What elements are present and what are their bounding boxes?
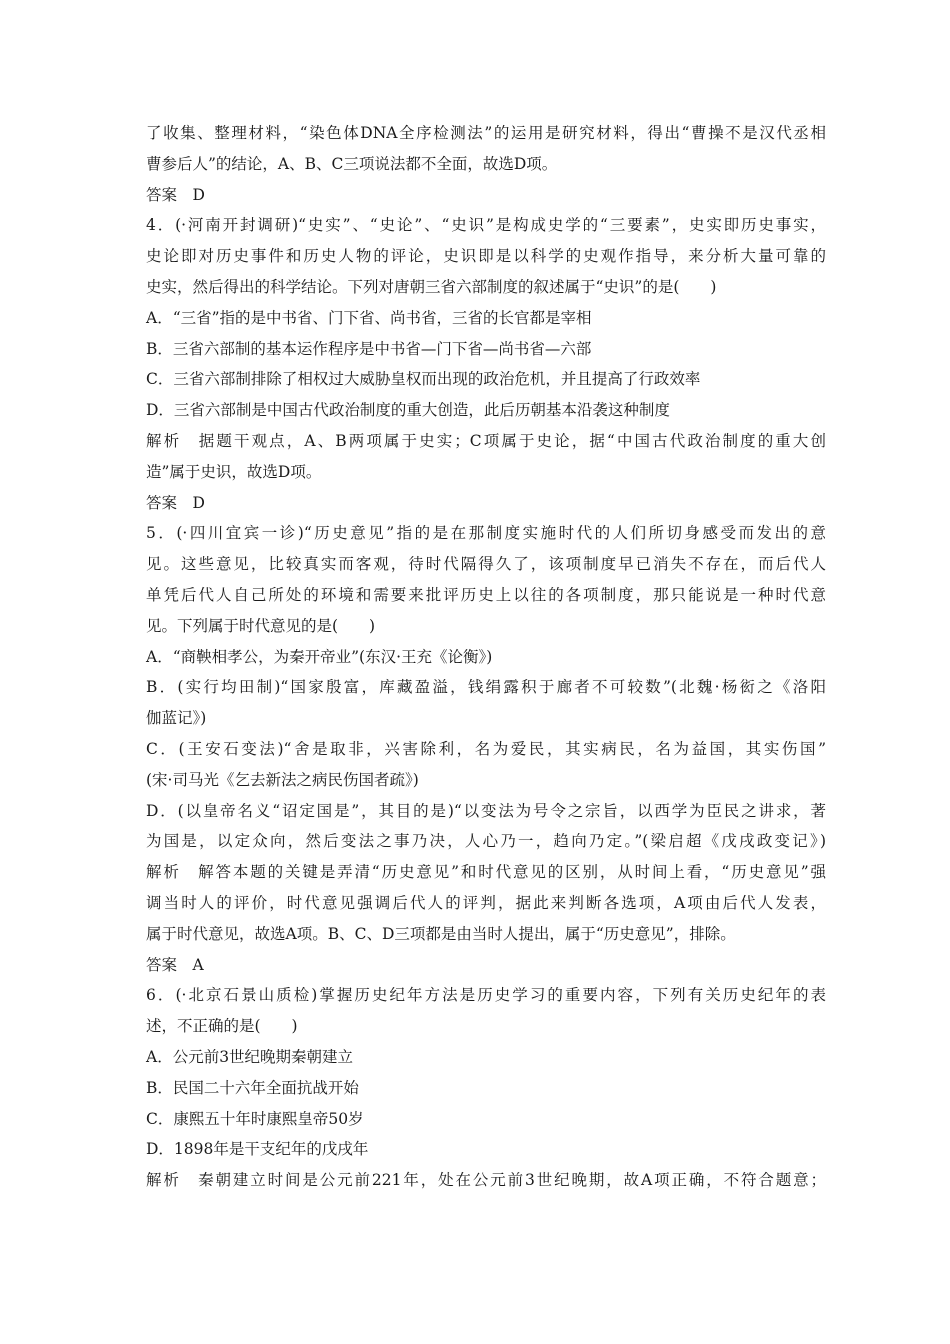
- text-line: D．(以皇帝名义“诏定国是”，其目的是)“以变法为号令之宗旨，以西学为臣民之讲求，著: [146, 801, 826, 820]
- text-line: A．“三省”指的是中书省、门下省、尚书省，三省的长官都是宰相: [146, 308, 592, 327]
- text-line: A．“商鞅相孝公，为秦开帝业”(东汉·王充《论衡》): [146, 647, 493, 666]
- text-line: 属于时代意见，故选A项。B、C、D三项都是由当时人提出，属于“历史意见”，排除。: [146, 924, 736, 943]
- text-line: C．三省六部制排除了相权过大威胁皇权而出现的政治危机，并且提高了行政效率: [146, 370, 701, 389]
- text-line: 曹参后人”的结论，A、B、C三项说法都不全面，故选D项。: [146, 154, 558, 173]
- text-line: B．(实行均田制)“国家殷富，库藏盈溢，钱绢露积于廊者不可较数”(北魏·杨衒之《洛阳: [146, 678, 826, 697]
- text-line: B．三省六部制的基本运作程序是中书省—门下省—尚书省—六部: [146, 339, 592, 358]
- text-line: 答案 D: [146, 185, 205, 204]
- text-line: 造”属于史识，故选D项。: [146, 462, 322, 481]
- text-line: D．三省六部制是中国古代政治制度的重大创造，此后历朝基本沿袭这种制度: [146, 401, 670, 420]
- document-page: [146, 118, 826, 1196]
- text-line: 解析 解答本题的关键是弄清“历史意见”和时代意见的区别，从时间上看，“历史意见”强: [146, 863, 826, 882]
- text-line: D．1898年是干支纪年的戊戌年: [146, 1140, 369, 1159]
- text-line: 史实，然后得出的科学结论。下列对唐朝三省六部制度的叙述属于“史识”的是( ): [146, 277, 717, 296]
- text-line: 5．(·四川宜宾一诊)“历史意见”指的是在那制度实施时代的人们所切身感受而发出的意: [146, 524, 826, 543]
- text-line: 见。下列属于时代意见的是( ): [146, 616, 376, 635]
- text-line: 为国是，以定众向，然后变法之事乃决，人心乃一，趋向乃定。”(梁启超《戊戌政变记》): [146, 832, 826, 851]
- text-line: 述，不正确的是( ): [146, 1017, 298, 1036]
- text-line: 伽蓝记》): [146, 709, 207, 728]
- text-line: 单凭后代人自己所处的环境和需要来批评历史上以往的各项制度，那只能说是一种时代意: [146, 585, 826, 604]
- text-line: 见。这些意见，比较真实而客观，待时代隔得久了，该项制度早已消失不存在，而后代人: [146, 555, 826, 574]
- text-line: 4．(·河南开封调研)“史实”、“史论”、“史识”是构成史学的“三要素”，史实即历史事实，: [146, 216, 826, 235]
- text-line: 了收集、整理材料，“染色体DNA全序检测法”的运用是研究材料，得出“曹操不是汉代丞相: [146, 124, 826, 142]
- text-line: 调当时人的评价，时代意见强调后代人的评判，据此来判断各选项，A项由后代人发表，: [146, 893, 826, 912]
- text-line: 答案 A: [146, 955, 204, 974]
- text-line: C．(王安石变法)“舍是取非，兴害除利，名为爱民，其实病民，名为益国，其实伤国”: [146, 739, 826, 758]
- text-line: C．康熙五十年时康熙皇帝50岁: [146, 1109, 364, 1128]
- text-line: 解析 秦朝建立时间是公元前221年，处在公元前3世纪晚期，故A项正确，不符合题意；: [146, 1171, 826, 1190]
- text-line: 答案 D: [146, 493, 205, 512]
- text-line: 6．(·北京石景山质检)掌握历史纪年方法是历史学习的重要内容，下列有关历史纪年的表: [146, 986, 826, 1005]
- text-line: B．民国二十六年全面抗战开始: [146, 1078, 359, 1097]
- text-line: (宋·司马光《乞去新法之病民伤国者疏》): [146, 770, 419, 789]
- text-line: 解析 据题干观点，A、B两项属于史实；C项属于史论，据“中国古代政治制度的重大创: [146, 431, 826, 450]
- text-line: 史论即对历史事件和历史人物的评论，史识即是以科学的史观作指导，来分析大量可靠的: [146, 247, 826, 266]
- text-line: A．公元前3世纪晚期秦朝建立: [146, 1047, 354, 1066]
